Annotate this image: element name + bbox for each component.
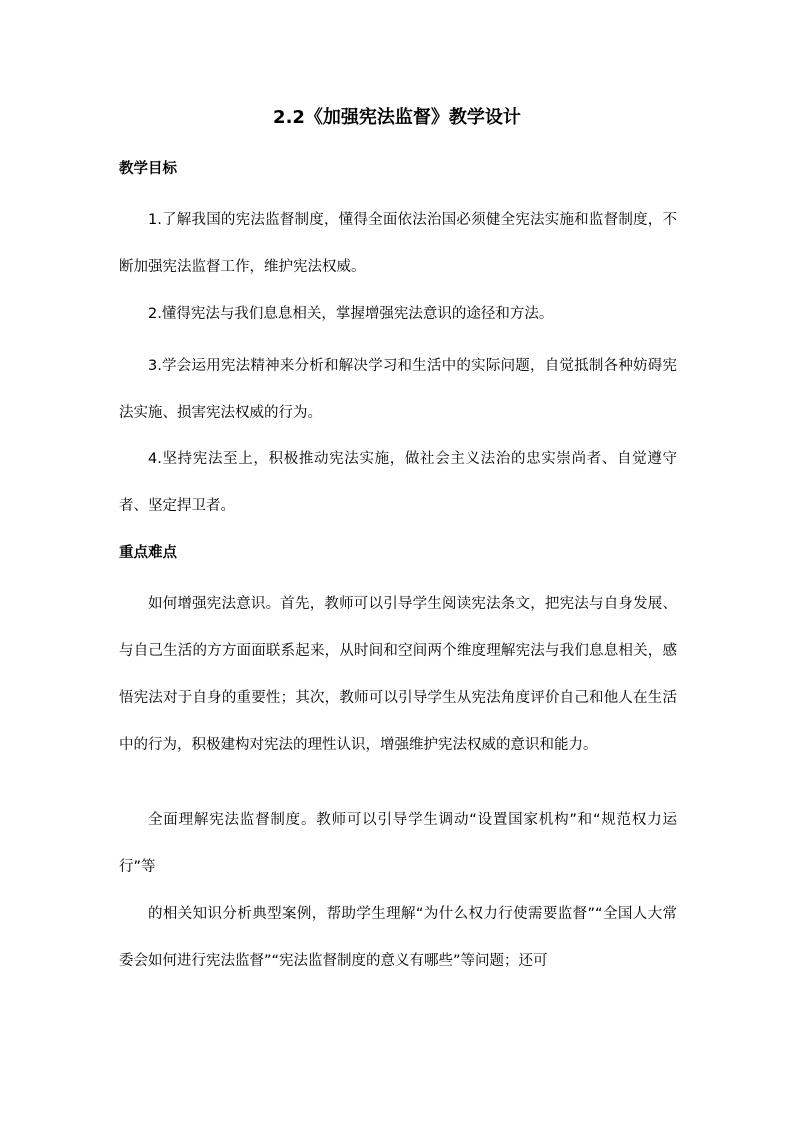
- paragraph-key-point-1: 如何增强宪法意识。首先，教师可以引导学生阅读宪法条文，把宪法与自身发展、与自己生活的方方面面联系起来，从时间和空间两个维度理解宪法与我们息息相关，感悟宪法对于自身的重要性；其次，教师可以引导学生从宪法角度评价自己和他人在生活中的行为，积极建构对宪法的理性认识，增强维护宪法权威的意识和能力。: [119, 596, 677, 753]
- paragraph-goal-1: 1.了解我国的宪法监督制度，懂得全面依法治国必须健全宪法实施和监督制度，不断加强宪法监督工作，维护宪法权威。: [119, 212, 677, 275]
- paragraph-goal-2: 2.懂得宪法与我们息息相关，掌握增强宪法意识的途径和方法。: [148, 306, 554, 322]
- document-title: 2.2《加强宪法监督》教学设计: [273, 107, 521, 128]
- section-heading-key-points: 重点难点: [119, 545, 177, 561]
- paragraph-goal-4: 4.坚持宪法至上，积极推动宪法实施，做社会主义法治的忠实崇尚者、自觉遵守者、坚定捍卫者。: [119, 451, 677, 514]
- paragraph-key-point-2: 全面理解宪法监督制度。教师可以引导学生调动“设置国家机构”和“规范权力运行”等: [119, 812, 677, 875]
- paragraph-goal-3: 3.学会运用宪法精神来分析和解决学习和生活中的实际问题，自觉抵制各种妨碍宪法实施、损害宪法权威的行为。: [119, 358, 677, 421]
- section-heading-teaching-goals: 教学目标: [119, 161, 177, 177]
- paragraph-key-point-3: 的相关知识分析典型案例，帮助学生理解“为什么权力行使需要监督”“全国人大常委会如何进行宪法监督”“宪法监督制度的意义有哪些”等问题；还可: [119, 906, 677, 969]
